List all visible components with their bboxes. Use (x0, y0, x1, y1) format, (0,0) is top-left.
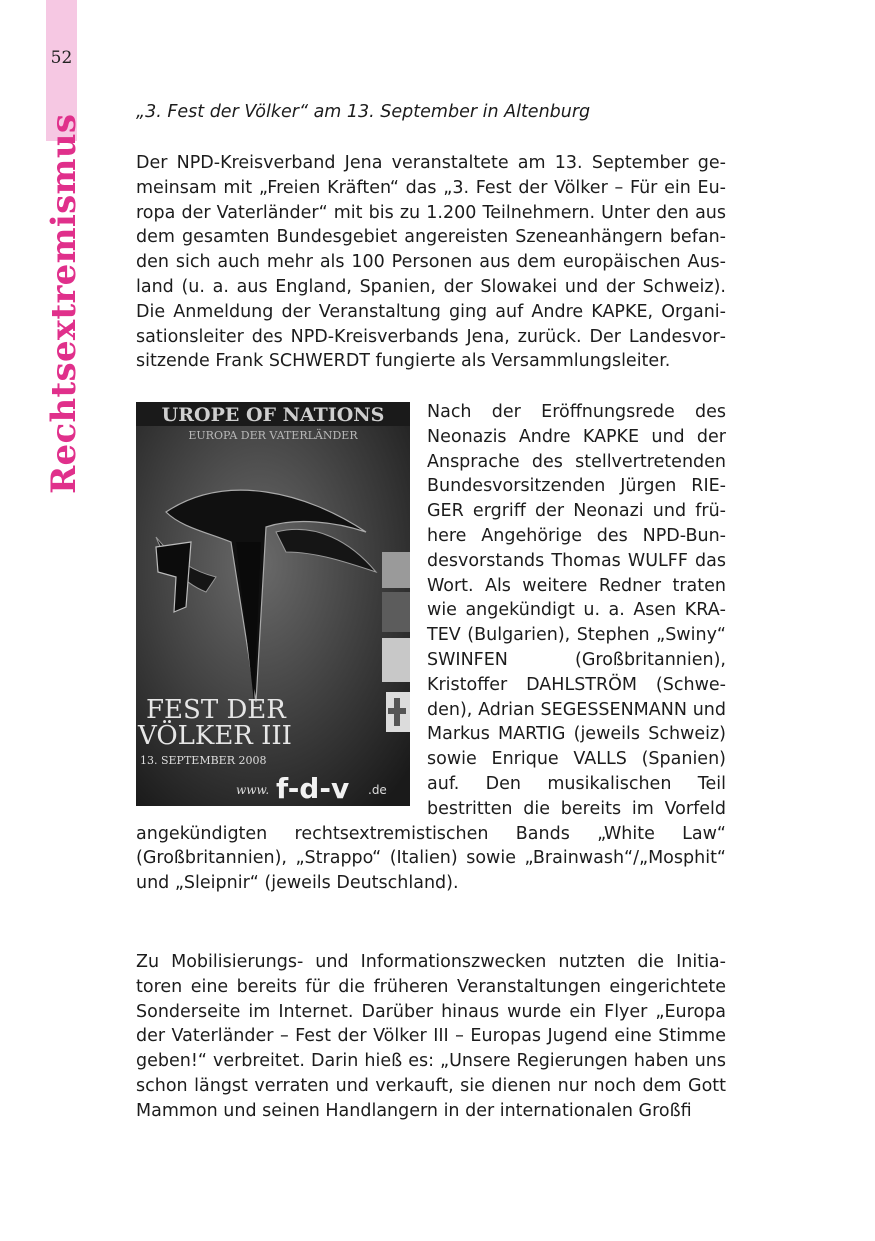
paragraph-speakers-block (136, 400, 726, 896)
poster-subheadline: EUROPA DER VATERLÄNDER (188, 429, 358, 442)
poster-url-prefix: www. (236, 783, 270, 797)
section-subheading: „3. Fest der Völker“ am 13. September in Altenburg (136, 102, 591, 122)
section-label: Rechtsextremismus (44, 113, 84, 494)
paragraph-intro: Der NPD-Kreisverband Jena veranstaltete am 13. September gemeinsam mit „Freien Kräften“ das „3. Fest der Völker – Für ein Europa der Vaterländer“ mit bis zu 1.200 Teilnehmern. Unter den aus dem gesamten Bundesgebiet angereisten Szeneanhängern befanden sich auch mehr als 100 Personen aus dem europäischen Ausland (u. a. aus England, Spanien, der Slowakei und der Schweiz). Die Anmeldung der Veranstaltung ging auf Andre KAPKE, Organisationsleiter des NPD-Kreisverbands Jena, zurück. Der Landesvorsitzende Frank SCHWERDT fungierte als Versammlungsleiter. (136, 153, 726, 372)
paragraph-mobilization: Zu Mobilisierungs- und Informationszwecken nutzten die Initiatoren eine bereits für die früheren Veranstaltungen eingerichtete Sonderseite im Internet. Darüber hinaus wurde ein Flyer „Europa der Vaterländer – Fest der Völker III – Europas Jugend eine Stimme geben!“ verbreitet. Darin hieß es: „Unsere Regierungen haben uns schon längst verraten und verkauft, sie dienen nur noch dem Gott Mammon und seinen Handlangern in der internationalen Großfi (136, 952, 726, 1121)
poster-title-line1: FEST DER (146, 695, 286, 725)
section-label-wrapper (40, 113, 86, 500)
poster-date: 13. SEPTEMBER 2008 (140, 754, 267, 767)
poster-title-line2: VÖLKER III (138, 721, 292, 751)
event-poster-image (136, 402, 410, 806)
poster-url-main: f-d-v (276, 772, 350, 805)
poster-headline: UROPE OF NATIONS (161, 404, 385, 426)
poster-url-suffix: .de (368, 783, 387, 797)
paragraph-speakers: Nach der Eröffnungsrede des Neonazis Andre KAPKE und der Ansprache des stellvertretenden Bundesvorsitzenden Jürgen RIEGER ergriff der Neonazi und frühere Angehörige des NPD-Bundesvorstands Thomas WULFF das Wort. Als weitere Redner traten wie angekündigt u. a. Asen KRATEV (Bulgarien), Stephen „Swiny“ SWINFEN (Großbritannien), Kristoffer DAHLSTRÖM (Schweden), Adrian SEGESSENMANN und Markus MARTIG (jeweils Schweiz) sowie Enrique VALLS (Spanien) auf. Den musikalischen Teil bestritten die bereits im Vorfeld angekündigten rechtsextremistischen Bands „White Law“ (Großbritannien), „Strappo“ (Italien) sowie „Brainwash“/„Mosphit“ und „Sleipnir“ (jeweils Deutschland). (136, 402, 726, 894)
page-number: 52 (50, 48, 73, 68)
